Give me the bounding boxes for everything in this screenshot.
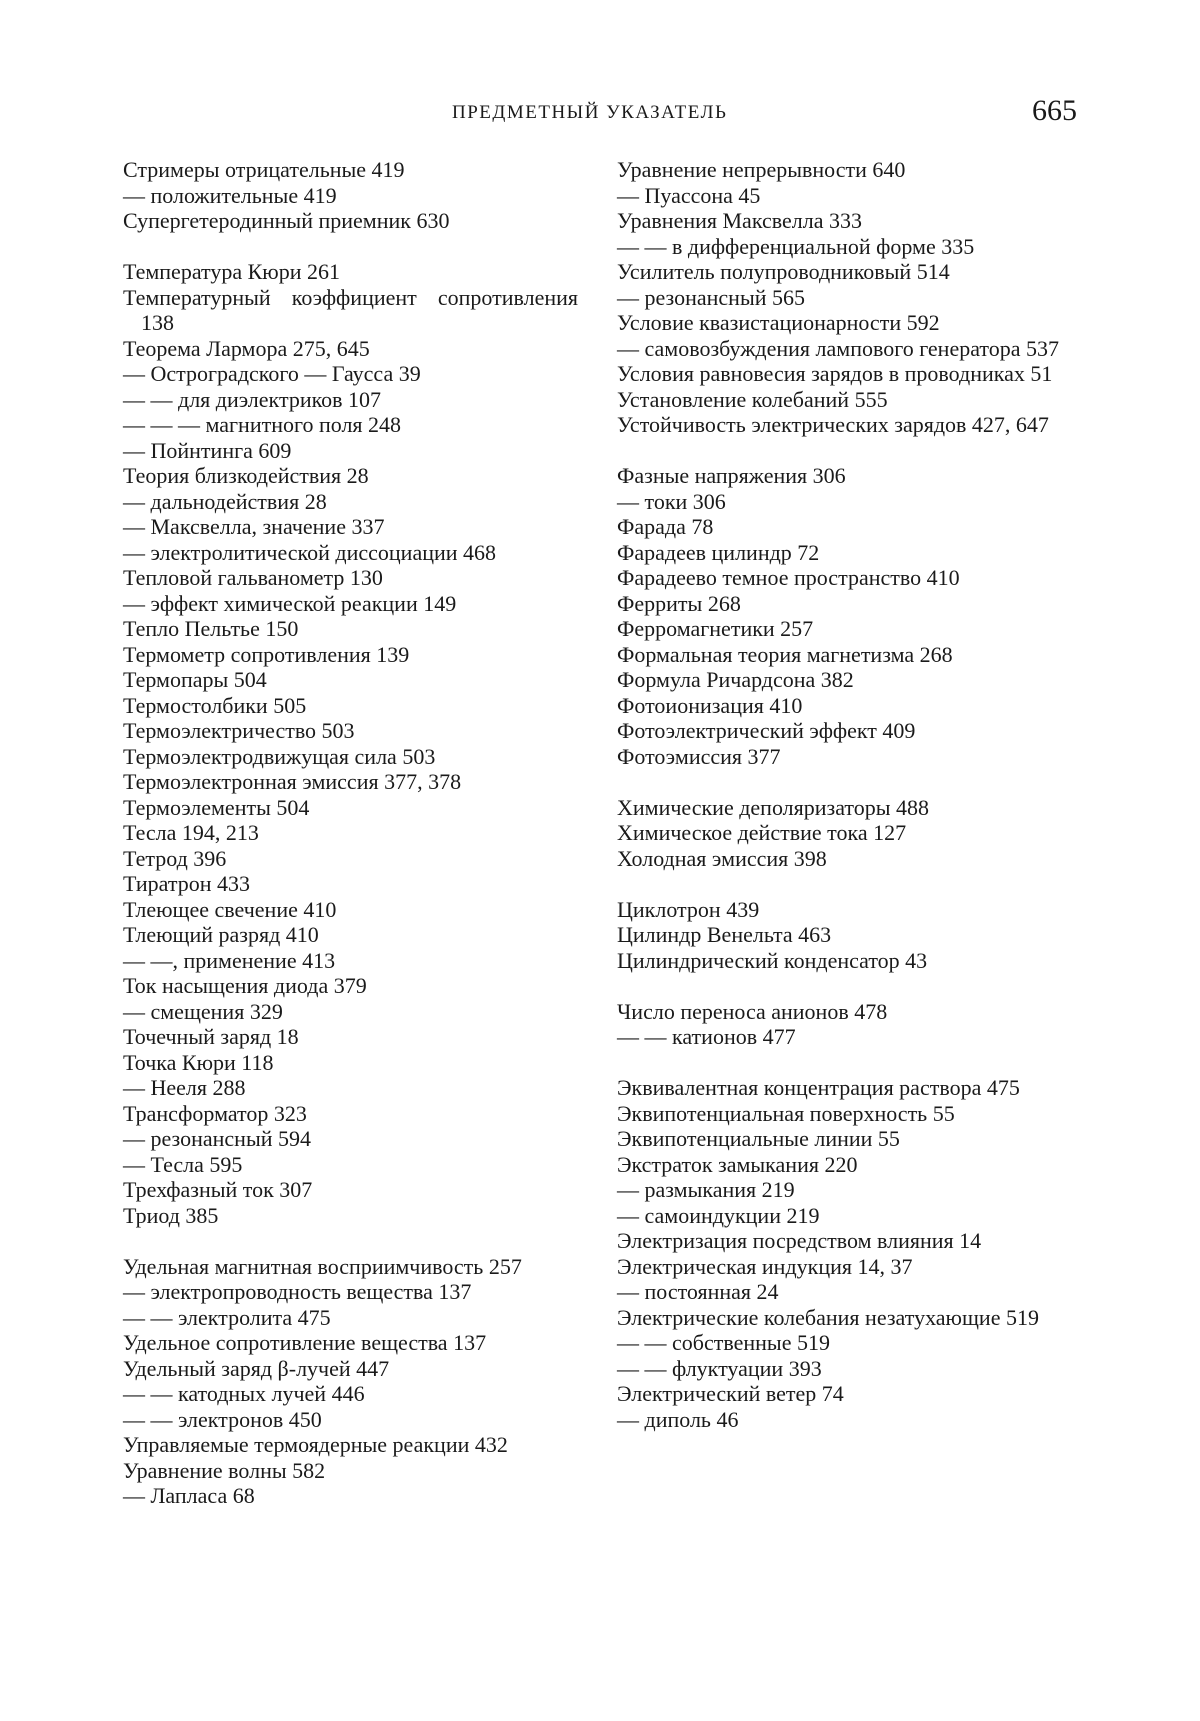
index-entry: Управляемые термоядерные реакции 432 xyxy=(123,1432,508,1457)
index-entry: Тетрод 396 xyxy=(123,845,227,871)
index-entry: — Пойнтинга 609 xyxy=(123,437,292,463)
index-entry: — эффект химической реакции 149 xyxy=(123,590,457,616)
index-entry: Супергетеродинный приемник 630 xyxy=(123,208,450,233)
index-entry: — — собственные 519 xyxy=(617,1330,830,1355)
index-entry: Трансформатор 323 xyxy=(123,1100,307,1126)
index-entry: — Максвелла, значение 337 xyxy=(123,514,385,539)
index-entry: — — для диэлектриков 107 xyxy=(123,386,382,412)
index-entry: Фарадеево темное пространство 410 xyxy=(617,565,960,590)
index-entry: Термометр сопротивления 139 xyxy=(123,641,410,667)
section-gap xyxy=(123,234,578,260)
index-entry: Условие квазистационарности 592 xyxy=(617,310,940,335)
index-entry: Уравнения Максвелла 333 xyxy=(617,208,862,233)
index-entry: — диполь 46 xyxy=(617,1406,739,1432)
section-gap xyxy=(617,1050,1082,1076)
index-entry: Установление колебаний 555 xyxy=(617,386,888,412)
index-entry: — электропроводность вещества 137 xyxy=(123,1279,472,1304)
index-entry: Электризация посредством влияния 14 xyxy=(617,1228,982,1253)
index-entry: — Остроградского — Гаусса 39 xyxy=(123,361,421,386)
index-entry: Фотоионизация 410 xyxy=(617,692,803,718)
index-entry: — Тесла 595 xyxy=(123,1151,243,1177)
index-entry: Тиратрон 433 xyxy=(123,871,251,896)
index-entry: Тлеющее свечение 410 xyxy=(123,896,337,922)
page-number: 665 xyxy=(1032,94,1077,127)
index-entry: Тепло Пельтье 150 xyxy=(123,616,299,641)
index-entry: Фазные напряжения 306 xyxy=(617,463,846,488)
index-entry: Ток насыщения диода 379 xyxy=(123,973,367,998)
index-entry: Число переноса анионов 478 xyxy=(617,998,888,1024)
index-entry: Теория близкодействия 28 xyxy=(123,463,369,488)
index-entry: — самовозбуждения лампового генератора 537 xyxy=(617,335,1060,361)
index-entry: — —, применение 413 xyxy=(123,947,336,973)
index-entry: Удельное сопротивление вещества 137 xyxy=(123,1330,487,1355)
index-entry: Триод 385 xyxy=(123,1202,219,1228)
index-entry: Удельный заряд β-лучей 447 xyxy=(123,1355,390,1381)
index-entry: Эквивалентная концентрация раствора 475 xyxy=(617,1075,1020,1100)
index-entry: — положительные 419 xyxy=(123,182,337,208)
index-entry: — самоиндукции 219 xyxy=(617,1202,820,1228)
index-entry: Стримеры отрицательные 419 xyxy=(123,157,405,182)
index-entry: Эквипотенциальные линии 55 xyxy=(617,1126,900,1151)
index-entry: — токи 306 xyxy=(617,488,726,514)
index-entry: Тлеющий разряд 410 xyxy=(123,922,319,947)
section-gap xyxy=(617,973,1082,999)
index-entry: Точечный заряд 18 xyxy=(123,1024,299,1049)
index-entry: Термоэлектричество 503 xyxy=(123,718,355,743)
index-entry: Теорема Лармора 275, 645 xyxy=(123,335,370,361)
index-entry: — — катодных лучей 446 xyxy=(123,1381,365,1406)
index-entry: Уравнение волны 582 xyxy=(123,1457,326,1483)
index-entry: Условия равновесия зарядов в проводниках 51 xyxy=(617,361,1053,386)
index-entry: Химические деполяризаторы 488 xyxy=(617,794,930,820)
index-entry: Ферриты 268 xyxy=(617,590,741,616)
index-entry: — — флуктуации 393 xyxy=(617,1355,822,1381)
index-column-left xyxy=(123,157,578,1509)
index-column-right xyxy=(617,157,1082,1432)
index-entry: Устойчивость электрических зарядов 427, 647 xyxy=(617,412,1049,437)
index-entry: Усилитель полупроводниковый 514 xyxy=(617,259,950,284)
index-entry: Термопары 504 xyxy=(123,667,267,692)
index-entry: Химическое действие тока 127 xyxy=(617,820,907,845)
index-entry: Экстраток замыкания 220 xyxy=(617,1151,858,1177)
index-entry: Формальная теория магнетизма 268 xyxy=(617,641,953,667)
index-entry: Удельная магнитная восприимчивость 257 xyxy=(123,1253,522,1279)
index-entry: — постоянная 24 xyxy=(617,1279,779,1304)
index-entry: Электрические колебания незатухающие 519 xyxy=(617,1304,1039,1330)
index-entry: Уравнение непрерывности 640 xyxy=(617,157,906,182)
section-gap xyxy=(617,871,1082,897)
index-entry: — Пуассона 45 xyxy=(617,182,761,208)
section-gap xyxy=(617,438,1082,464)
index-entry: Фотоэлектрический эффект 409 xyxy=(617,718,916,743)
index-entry: Цилиндр Венельта 463 xyxy=(617,922,832,947)
index-entry: Электрический ветер 74 xyxy=(617,1381,844,1406)
index-entry: — Нееля 288 xyxy=(123,1075,246,1100)
index-entry: Холодная эмиссия 398 xyxy=(617,845,827,871)
index-entry: Трехфазный ток 307 xyxy=(123,1177,313,1202)
index-entry: Температурный коэффициент сопротивления 138 xyxy=(123,284,578,335)
index-entry: Тесла 194, 213 xyxy=(123,820,259,845)
index-entry: — — электронов 450 xyxy=(123,1406,322,1432)
index-entry: — размыкания 219 xyxy=(617,1177,795,1202)
index-entry: Термоэлектродвижущая сила 503 xyxy=(123,743,436,769)
index-entry: — Лапласа 68 xyxy=(123,1483,255,1508)
index-entry: Формула Ричардсона 382 xyxy=(617,667,854,692)
index-entry: — — катионов 477 xyxy=(617,1024,796,1049)
index-entry: Эквипотенциальная поверхность 55 xyxy=(617,1100,955,1126)
index-entry: — смещения 329 xyxy=(123,998,283,1024)
index-entry: Термостолбики 505 xyxy=(123,692,307,718)
index-entry: Точка Кюри 118 xyxy=(123,1049,274,1075)
index-entry: Ферромагнетики 257 xyxy=(617,616,814,641)
index-entry: — электролитической диссоциации 468 xyxy=(123,539,497,565)
index-entry: Электрическая индукция 14, 37 xyxy=(617,1253,913,1279)
index-entry: Тепловой гальванометр 130 xyxy=(123,565,383,590)
index-entry: — — в дифференциальной форме 335 xyxy=(617,233,975,259)
index-entry: — дальнодействия 28 xyxy=(123,488,327,514)
section-gap xyxy=(123,1228,578,1254)
running-header: ПРЕДМЕТНЫЙ УКАЗАТЕЛЬ xyxy=(452,102,728,123)
index-entry: — — — магнитного поля 248 xyxy=(123,412,402,437)
index-entry: Температура Кюри 261 xyxy=(123,259,340,284)
index-entry: — — электролита 475 xyxy=(123,1304,331,1330)
index-entry: Циклотрон 439 xyxy=(617,896,760,922)
index-entry: — резонансный 565 xyxy=(617,284,805,310)
index-entry: Фотоэмиссия 377 xyxy=(617,743,781,769)
index-entry: Термоэлементы 504 xyxy=(123,794,310,820)
index-entry: Фарадеев цилиндр 72 xyxy=(617,539,820,565)
index-entry: Цилиндрический конденсатор 43 xyxy=(617,947,928,973)
index-entry: Термоэлектронная эмиссия 377, 378 xyxy=(123,769,462,794)
section-gap xyxy=(617,769,1082,795)
index-entry: Фарада 78 xyxy=(617,514,714,539)
index-entry: — резонансный 594 xyxy=(123,1126,311,1151)
